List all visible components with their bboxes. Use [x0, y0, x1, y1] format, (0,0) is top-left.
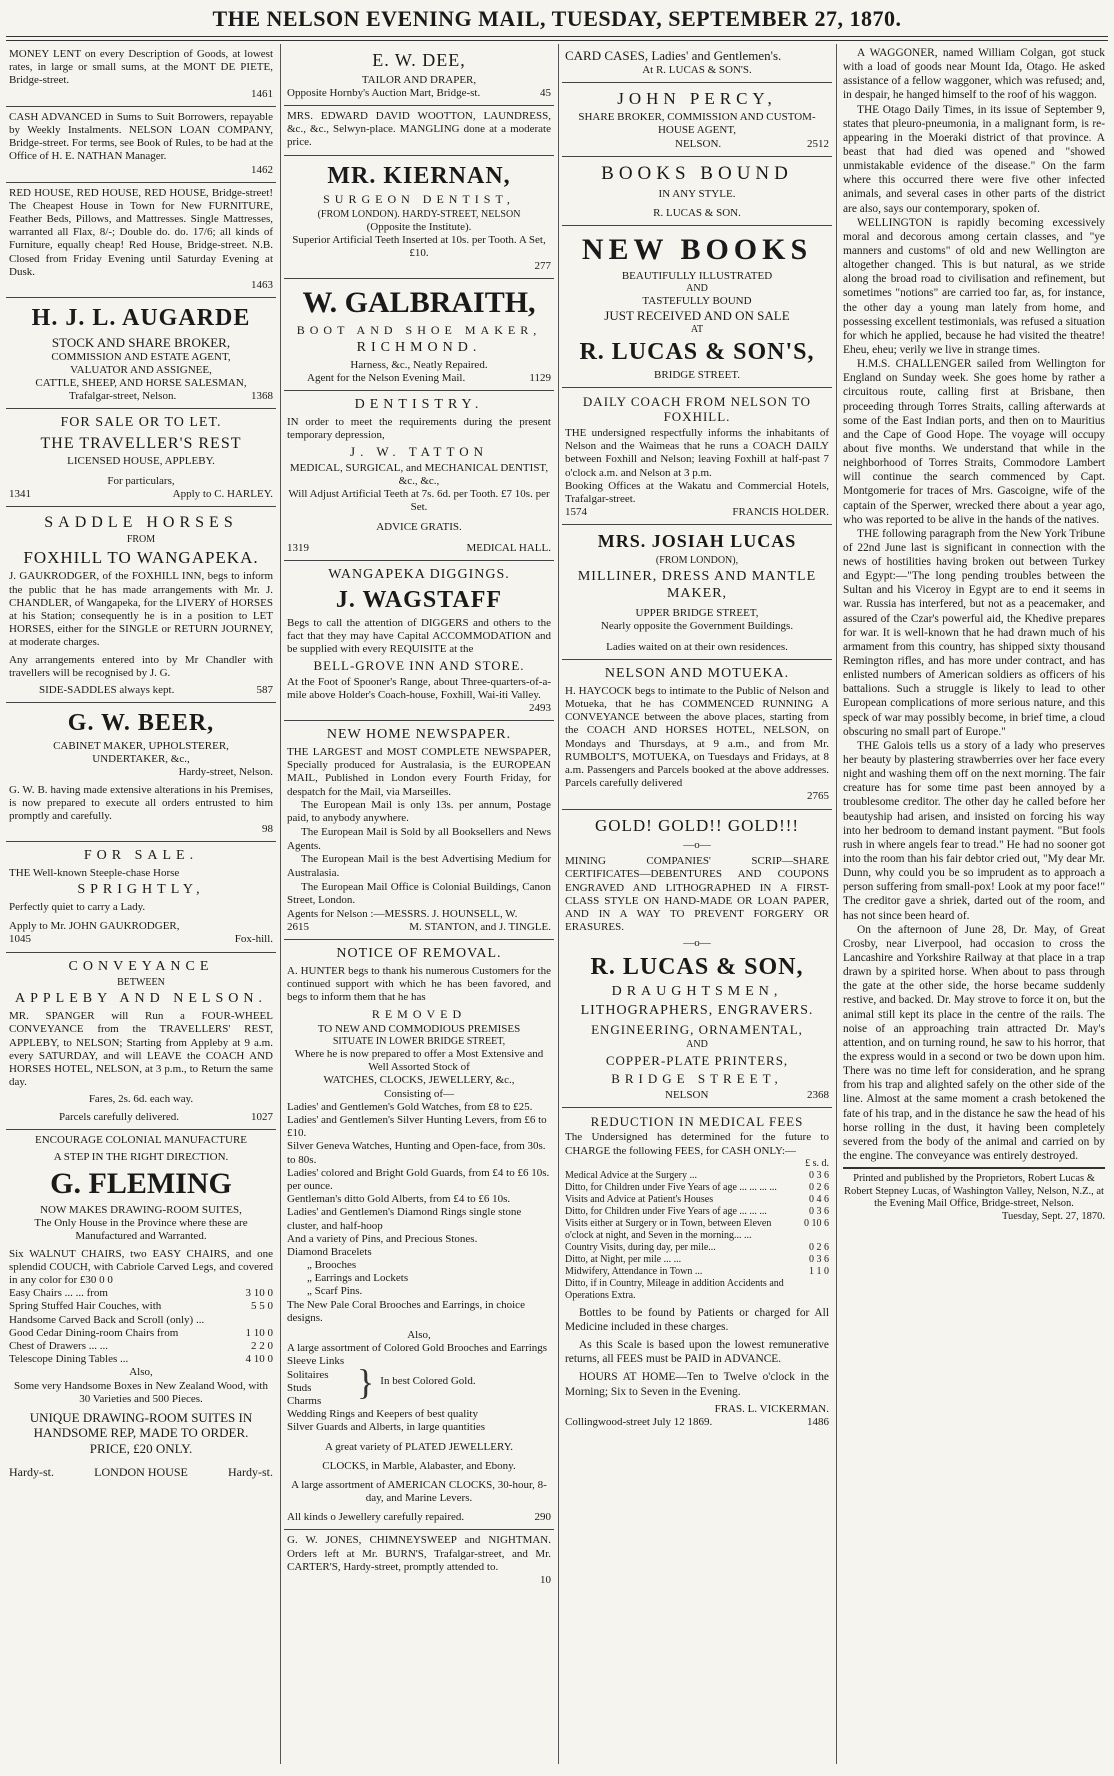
ad-line: For particulars,	[107, 474, 175, 487]
ad-line: Some very Handsome Boxes in New Zealand Wood, with 30 Varieties and 500 Pieces.	[13, 1379, 268, 1405]
stock-item: Ladies' and Gentlemen's Gold Watches, from £8 to £25.	[287, 1100, 533, 1113]
fee-value: 0 2 6	[809, 1241, 829, 1253]
ad-number: 290	[534, 1511, 551, 1524]
stock-item: Diamond Bracelets	[287, 1245, 372, 1258]
masthead: THE NELSON EVENING MAIL, TUESDAY, SEPTEMBER 27, 1870.	[212, 6, 902, 31]
ad-line: FRANCIS HOLDER.	[732, 506, 829, 519]
ad-line: Where he is now prepared to offer a Most Extensive and Well Assorted Stock of	[294, 1048, 544, 1074]
ad-line: Superior Artificial Teeth Inserted at 10s. per Tooth. A Set, £10.	[292, 233, 546, 260]
ad-text: As this Scale is based upon the lowest remunerative returns, all FEES must be PAID in ADVANCE.	[565, 1339, 829, 1366]
ad-number: 2512	[807, 137, 829, 150]
price-item: Spring Stuffed Hair Couches, with Handsome Carved Back and Scroll (only) ...	[9, 1300, 205, 1326]
fee-column-header: £ s. d.	[805, 1157, 829, 1169]
stock-item: Solitaires	[287, 1368, 329, 1381]
stock-item: The New Pale Coral Brooches and Earrings, in choice designs.	[287, 1298, 525, 1324]
ad-line: FROM	[126, 534, 156, 546]
ad-title: MR. KIERNAN,	[327, 162, 511, 189]
news-paragraph: THE following paragraph from the New York Tribune of 22nd June last is significant in connection with the news of hostilities having broken out between Turkey and Egypt:—"The long pending troubles between the Sultan and his Viceroy in Egypt are to end it seems in war. Russia has interfered, but not as a peacemaker, and assured of the Czar's powerful aid, the Khedive prepares for war. It is well-known that he had drawn much of his armament from this country, has shipped sixty thousand Remington rifles, and has more under contract, and has enlisted numbers of American soldiers as officers of his battalions. Such a struggle is likely to lead to other European complications of more serious nature, and this speck of war may possibly become, in brief time, a cloud obscuring no small part of Europe."	[843, 527, 1105, 738]
ad-text: Bottles to be found by Patients or charged for All Medicine included in these charges.	[565, 1306, 829, 1333]
fee-value: 0 4 6	[809, 1193, 829, 1205]
ad-line: BOOT AND SHOE MAKER,	[296, 323, 542, 338]
ad-line: A large assortment of Colored Gold Brooches and Earrings	[287, 1342, 548, 1355]
ad-text: MRS. EDWARD DAVID WOOTTON, LAUNDRESS, &c., &c., Selwyn-place. MANGLING done at a moderate price.	[287, 109, 551, 149]
ad-title: JOHN PERCY,	[617, 88, 777, 108]
price-value: 5 5 0	[251, 1300, 273, 1313]
ad-text: IN order to meet the requirements during the present temporary depression,	[287, 415, 551, 442]
ad-text: G. W. JONES, CHIMNEYSWEEP and NIGHTMAN. Orders left at Mr. BURN'S, Trafalgar-street, and Mr. CARTER'S, Hardy-street, promptly attended to.	[287, 1534, 551, 1573]
fee-value: 0 3 6	[809, 1205, 829, 1217]
ad-title: NOTICE OF REMOVAL.	[336, 946, 502, 962]
ad-saddle-horses	[6, 507, 276, 703]
ad-text: THE Well-known Steeple-chase Horse	[9, 867, 180, 880]
ad-line: BEAUTIFULLY ILLUSTRATED	[621, 269, 773, 282]
ad-line: BETWEEN	[117, 977, 165, 989]
ad-line: MILLINER, DRESS AND MANTLE MAKER,	[577, 568, 817, 601]
fee-item: Medical Advice at the Surgery ...	[565, 1169, 698, 1181]
ad-text: CASH ADVANCED in Sums to Suit Borrowers, repayable by Weekly Instalments. NELSON LOAN COMPANY, Bridge-street. For terms, see Book of Rules, to be had at the Office of H. E. NATHAN Manager.	[9, 110, 273, 163]
ad-line: SPRIGHTLY,	[77, 882, 205, 898]
ad-line: Apply to C. HARLEY.	[172, 487, 273, 500]
ad-number: 277	[534, 260, 551, 273]
ad-line: SURGEON DENTIST,	[323, 192, 515, 207]
fee-item: Ditto, for Children under Five Years of age ... ... ...	[565, 1205, 767, 1217]
ad-books-bound	[562, 157, 832, 226]
ad-text: At the Foot of Spooner's Range, about Three-quarters-of-a-mile above Holder's Coach-house, Foxhill, Wai-iti Valley.	[287, 675, 551, 701]
ad-line: R. LUCAS & SON.	[653, 206, 741, 219]
ad-title: SADDLE HORSES	[44, 513, 238, 531]
ad-number: 1461	[251, 87, 273, 100]
fee-item: Visits and Advice at Patient's Houses	[565, 1193, 714, 1205]
ad-text: MR. SPANGER will Run a FOUR-WHEEL CONVEYANCE from the TRAVELLERS' REST, APPLEBY, to NELSON; Starting from Appleby at 9 a.m. every SATURDAY, and will LEAVE the COACH AND HORSES HOTEL, NELSON, at 3 p.m., to Return the same day.	[9, 1010, 273, 1089]
ad-line: A large assortment of AMERICAN CLOCKS, 30-hour, 8-day, and Marine Levers.	[291, 1478, 547, 1505]
ad-title: REDUCTION IN MEDICAL FEES	[590, 1113, 804, 1129]
ad-line: NELSON.	[675, 137, 722, 150]
ad-number: 1129	[529, 371, 551, 384]
ad-text: Any arrangements entered into by Mr Chandler with travellers will be recognised by J. G.	[9, 653, 273, 679]
ad-divider: —o—	[683, 937, 711, 950]
ad-number: 2368	[807, 1088, 829, 1101]
ad-number: 1486	[807, 1415, 829, 1428]
fee-value: 0 2 6	[809, 1181, 829, 1193]
column-divider	[280, 44, 281, 1764]
stock-item: „ Earrings and Lockets	[307, 1272, 409, 1285]
fee-value: 1 1 0	[809, 1265, 829, 1277]
ad-title: G. W. BEER,	[67, 710, 215, 737]
ad-line: All kinds o Jewellery carefully repaired.	[287, 1511, 465, 1524]
ad-text: Booking Offices at the Wakatu and Commercial Hotels, Trafalgar-street.	[565, 479, 829, 505]
fee-item: Ditto, if in Country, Mileage in addition Accidents and Operations Extra.	[565, 1277, 784, 1301]
ad-line: WATCHES, CLOCKS, JEWELLERY, &c.,	[323, 1074, 515, 1087]
ad-line: DRAUGHTSMEN,	[611, 984, 783, 1000]
ad-line: REMOVED	[371, 1006, 467, 1021]
ad-line: Trafalgar-street, Nelson.	[69, 390, 177, 403]
price-item: Good Cedar Dining-room Chairs from	[9, 1326, 179, 1339]
ad-line: ENCOURAGE COLONIAL MANUFACTURE	[34, 1133, 248, 1146]
ad-title: NEW HOME NEWSPAPER.	[326, 727, 512, 743]
ad-text: The European Mail Office is Colonial Buildings, Canon Street, London.	[287, 880, 551, 907]
ad-title: NELSON AND MOTUEKA.	[604, 666, 790, 682]
ad-for-sale-or-let	[6, 409, 276, 507]
price-value: 3 10 0	[245, 1287, 273, 1300]
ad-line: UNDERTAKER, &c.,	[92, 753, 190, 766]
ad-title: NEW BOOKS	[581, 232, 813, 266]
ad-number: 2493	[529, 702, 551, 715]
ad-dentistry	[284, 391, 554, 561]
ad-line: MEDICAL, SURGICAL, and MECHANICAL DENTIST, &c., &c.,	[289, 461, 549, 487]
news-paragraph: THE Otago Daily Times, in its issue of September 9, states that pleuro-pneumonia, in a malignant form, is re-appearing in the Moeraki district of that province. A beast that had died was opened and "showed unmistakable evidence of the disease." On the farm where this occurred there were five other infected animals, and several cases in other parts of the district are also, says our contemporary, spoken of.	[843, 103, 1105, 215]
ad-line: Hardy-street, Nelson.	[178, 766, 273, 779]
ad-line: AND	[686, 1039, 708, 1051]
ad-title: E. W. DEE,	[372, 50, 466, 70]
ad-text: The European Mail is the best Advertising Medium for Australasia.	[287, 853, 551, 879]
ad-line: CABINET MAKER, UPHOLSTERER,	[53, 739, 229, 752]
ad-line: ADVICE GRATIS.	[376, 520, 462, 533]
ad-number: 1462	[251, 163, 273, 176]
ad-title: CARD CASES, Ladies' and Gentlemen's.	[565, 48, 782, 63]
ad-line: THE TRAVELLER'S REST	[40, 435, 242, 453]
ad-line: TAILOR AND DRAPER,	[361, 73, 477, 86]
ad-line: At R. LUCAS & SON'S.	[642, 63, 752, 76]
ad-title: MRS. JOSIAH LUCAS	[597, 531, 797, 552]
stock-item: Silver Guards and Alberts, in large quantities	[287, 1421, 486, 1434]
ad-line: ENGINEERING, ORNAMENTAL,	[591, 1021, 803, 1037]
news-paragraph: WELLINGTON is rapidly becoming excessively moral and decorous among certain classes, and "ye manners and customs" of old and new Wellington are altogether changed. This is but natural, as we stride along the broad road to civilisation and refinement, but sometimes "notions" are carried too far, as, for instance, the other day a young man lately from home, and possessing excellent testimonials, was refused a situation for which he applied, because he had visited the theatre! Eheu, eheu; verily we live in strange times.	[843, 216, 1105, 356]
ad-line: Collingwood-street July 12 1869.	[565, 1415, 713, 1428]
ad-line: FRAS. L. VICKERMAN.	[714, 1402, 829, 1415]
ad-line: J. W. TATTON	[350, 444, 488, 460]
price-item: Easy Chairs ... ... from	[9, 1287, 108, 1300]
stock-item: Wedding Rings and Keepers of best quality	[287, 1408, 478, 1421]
ad-text: MINING COMPANIES' SCRIP—SHARE CERTIFICATES—DEBENTURES AND COUPONS ENGRAVED AND LITHOGRAPHED IN A FIRST-CLASS STYLE ON HAND-MADE OR LOAN PAPER, AND IN A WAY TO PREVENT FORGERY OR ERASURES.	[565, 855, 829, 934]
ad-wootton	[284, 106, 554, 156]
ad-title: DAILY COACH FROM NELSON TO FOXHILL.	[582, 393, 812, 425]
ad-line: Opposite Hornby's Auction Mart, Bridge-st.	[287, 86, 481, 99]
price-value: 4 10 0	[245, 1353, 273, 1366]
ad-title: W. GALBRAITH,	[302, 286, 536, 320]
stock-item: In best Colored Gold.	[380, 1375, 476, 1388]
ad-line: Fox-hill.	[234, 933, 273, 946]
stock-item: Silver Geneva Watches, Hunting and Open-face, from 30s. to 80s.	[287, 1140, 546, 1166]
ad-line: RICHMOND.	[356, 339, 482, 355]
ad-line: AND	[686, 283, 708, 295]
ad-line: AT	[690, 323, 704, 335]
price-item: Chest of Drawers ... ...	[9, 1339, 108, 1352]
ad-text: HOURS AT HOME—Ten to Twelve o'clock in the Morning; Six to Seven in the Evening.	[565, 1371, 829, 1398]
column-divider	[836, 44, 837, 1764]
ad-for-sale-horse	[6, 842, 276, 952]
ad-line: Consisting of—	[384, 1087, 454, 1100]
ad-red-house	[6, 183, 276, 299]
ad-line: UPPER BRIDGE STREET,	[635, 606, 759, 619]
ad-line: NELSON	[665, 1088, 709, 1101]
price-item: Telescope Dining Tables ...	[9, 1353, 129, 1366]
ad-line: R. LUCAS & SON,	[590, 954, 804, 981]
ad-line: The Only House in the Province where these are Manufactured and Warranted.	[34, 1217, 248, 1243]
ad-number: 98	[262, 823, 273, 836]
fee-item: Visits either at Surgery or in Town, between Eleven o'clock at night, and Seven in the morning... ...	[565, 1217, 772, 1241]
ad-line: Will Adjust Artificial Teeth at 7s. 6d. per Tooth. £7 10s. per Set.	[288, 488, 550, 514]
ad-line: APPLEBY AND NELSON.	[15, 991, 267, 1007]
ad-line: LITHOGRAPHERS, ENGRAVERS.	[580, 1003, 814, 1019]
ad-line: (Opposite the Institute).	[366, 220, 472, 233]
price-value: 1 10 0	[245, 1326, 273, 1339]
fee-value: 0 10 6	[804, 1217, 829, 1229]
ad-dee	[284, 44, 554, 106]
fee-item: Country Visits, during day, per mile...	[565, 1241, 716, 1253]
ad-text: G. W. B. having made extensive alterations in his Premises, is now prepared to execute all orders entrusted to him promptly and carefully.	[9, 783, 273, 822]
fee-item: Midwifery, Attendance in Town ...	[565, 1265, 703, 1277]
ad-line: FOXHILL TO WANGAPEKA.	[23, 548, 259, 568]
ad-cash-advanced	[6, 107, 276, 183]
ad-line: NOW MAKES DRAWING-ROOM SUITES,	[40, 1204, 242, 1217]
ad-line: PRICE, £20 ONLY.	[89, 1441, 193, 1457]
ad-number: 1463	[251, 279, 273, 291]
column-3	[562, 44, 832, 1764]
ad-number: 2765	[807, 790, 829, 803]
ad-mrs-lucas	[562, 525, 832, 660]
ad-line: IN ANY STYLE.	[658, 187, 736, 200]
fee-item: Ditto, for Children under Five Years of age ... ... ... ...	[565, 1181, 777, 1193]
imprint-date: Tuesday, Sept. 27, 1870.	[1001, 1210, 1105, 1222]
ad-title: FOR SALE OR TO LET.	[60, 415, 222, 431]
ad-text: The Undersigned has determined for the future to CHARGE the following FEES, for CASH ONLY:—	[565, 1131, 829, 1157]
ad-money-lent	[6, 44, 276, 107]
ad-line: STOCK AND SHARE BROKER,	[51, 334, 231, 350]
ad-text: THE LARGEST and MOST COMPLETE NEWSPAPER, Specially produced for Australasia, is the EUROPEAN MAIL, Published in London every Fourth Friday, for despatch for the Mail, via Marseilles.	[287, 746, 551, 798]
ad-line: Ladies waited on at their own residences.	[606, 640, 788, 653]
column-2	[284, 44, 554, 1764]
ad-line: A great variety of PLATED JEWELLERY.	[325, 1440, 513, 1453]
ad-text: The European Mail is Sold by all Booksellers and News Agents.	[287, 826, 551, 852]
ad-wangapeka	[284, 561, 554, 721]
ad-number: 1574	[565, 506, 587, 519]
stock-item: Sleeve Links	[287, 1355, 345, 1368]
ad-medical-fees	[562, 1108, 832, 1434]
ad-line: LICENSED HOUSE, APPLEBY.	[67, 455, 215, 468]
ad-kiernan	[284, 156, 554, 280]
news-paragraph: H.M.S. CHALLENGER sailed from Wellington for England on Sunday week. She goes home by rather a circuitous route, calling first at Brisbane, then proceeding through Torres Straits, calling afterwards at some of the East Indian ports, and then on to Mauritius and the Cape of Good Hope. The voyage will occupy about five months. We understand that while in the neighborhood of Torres Straits, Commodore Lambert will continue the search commenced by Capt. Montgomerie for traces of Mrs. Gascoigne, wife of the captain of the Sperwer, wrecked there about a year ago, who was reported to be alive in the hands of the natives.	[843, 358, 1105, 526]
ad-number: 587	[256, 683, 273, 696]
ad-title: H. J. L. AUGARDE	[31, 305, 251, 332]
ad-line: TO NEW AND COMMODIOUS PREMISES	[317, 1022, 521, 1035]
ad-title: CONVEYANCE	[68, 958, 214, 974]
ad-line: BELL-GROVE INN AND STORE.	[313, 658, 525, 674]
ad-line: A STEP IN THE RIGHT DIRECTION.	[53, 1150, 229, 1163]
ad-text: M. STANTON, and J. TINGLE.	[409, 920, 551, 933]
ad-line: Harness, &c., Neatly Repaired.	[350, 358, 488, 371]
ad-divider: —o—	[683, 838, 711, 851]
ad-line: Hardy-st.	[227, 1464, 273, 1479]
stock-item: Charms	[287, 1394, 322, 1407]
ad-number: 1341	[9, 487, 31, 500]
ad-line: LONDON HOUSE	[94, 1464, 188, 1479]
ad-newspaper	[284, 721, 554, 940]
ad-text: H. HAYCOCK begs to intimate to the Public of Nelson and Motueka, that he has COMMENCED RUNNING A CONVEYANCE between the above places, starting from the COACH AND HORSES HOTEL, NELSON, on Mondays and Thursdays, at 9 a.m., and from Mr. RUMBOLT'S, MOTUEKA, on Tuesdays and Fridays, at 8 a.m. Passengers and Parcels booked at the above addresses. Parcels carefully delivered	[565, 684, 829, 790]
ad-text: Six WALNUT CHAIRS, two EASY CHAIRS, and one splendid COUCH, with Cabriole Carved Legs, and covered in any color for £30 0 0	[9, 1247, 273, 1286]
ad-line: SITUATE IN LOWER BRIDGE STREET,	[332, 1036, 506, 1048]
ad-line: R. LUCAS & SON'S,	[579, 338, 815, 365]
ad-augarde	[6, 298, 276, 409]
ad-beer	[6, 703, 276, 842]
fee-value: 0 3 6	[809, 1253, 829, 1265]
ad-fleming	[6, 1130, 276, 1484]
stock-item: Gentleman's ditto Gold Alberts, from £4 to £6 10s.	[287, 1193, 511, 1206]
ad-number: 10	[540, 1574, 551, 1587]
fee-value: 0 3 6	[809, 1169, 829, 1181]
fee-item: Ditto, at Night, per mile ... ...	[565, 1253, 682, 1265]
stock-item: Ladies' and Gentlemen's Diamond Rings single stone cluster, and half-hoop	[287, 1206, 522, 1232]
ad-text: Begs to call the attention of DIGGERS and others to the fact that they may have Capital ACCOMMODATION and be supplied with every REQUISITE at the	[287, 616, 551, 655]
ad-line: SHARE BROKER, COMMISSION AND CUSTOM-HOUSE AGENT,	[578, 111, 816, 137]
brace-glyph: }	[357, 1361, 375, 1402]
ad-line: CLOCKS, in Marble, Alabaster, and Ebony.	[322, 1459, 516, 1472]
ad-line: SIDE-SADDLES always kept.	[39, 683, 175, 696]
masthead-rule	[6, 36, 1108, 37]
ad-line: COMMISSION AND ESTATE AGENT,	[51, 350, 231, 363]
ad-line: BRIDGE STREET.	[654, 368, 740, 381]
stock-item: Ladies' and Gentlemen's Silver Hunting Levers, from £6 to £10.	[287, 1114, 547, 1140]
ad-line: (FROM LONDON),	[655, 554, 739, 566]
column-4	[840, 44, 1108, 1764]
ad-text: THE undersigned respectfully informs the inhabitants of Nelson and the Waimeas that he runs a COACH DAILY between Foxhill and Nelson; leaving Foxhill at half-past 7 o'clock a.m. and Nelson at 3 p.m.	[565, 427, 829, 479]
ad-line: TASTEFULLY BOUND	[642, 295, 752, 308]
stock-item: And a variety of Pins, and Precious Stones.	[287, 1232, 478, 1245]
ad-title: GOLD! GOLD!! GOLD!!!	[594, 815, 800, 835]
ad-number: 1027	[251, 1110, 273, 1123]
ad-number: 1045	[9, 933, 31, 946]
ad-line: Parcels carefully delivered.	[59, 1110, 180, 1123]
column-1	[6, 44, 276, 1764]
ad-text: A. HUNTER begs to thank his numerous Customers for the continued support with which he has been favored, and begs to inform them that he has	[287, 964, 551, 1004]
ad-line: JUST RECEIVED AND ON SALE	[604, 308, 790, 324]
ad-line: Perfectly quiet to carry a Lady.	[9, 901, 146, 914]
ad-line: COPPER-PLATE PRINTERS,	[605, 1053, 789, 1069]
ad-daily-coach	[562, 388, 832, 526]
ad-text: The European Mail is only 13s. per annum, Postage paid, to anybody anywhere.	[287, 798, 551, 825]
ad-line: CATTLE, SHEEP, AND HORSE SALESMAN,	[35, 376, 247, 389]
masthead-rule-2	[6, 40, 1108, 41]
ad-conveyance	[6, 953, 276, 1130]
ad-line: MEDICAL HALL.	[466, 541, 551, 554]
ad-line: J. WAGSTAFF	[335, 586, 503, 613]
ad-line: Also,	[407, 1329, 431, 1342]
ad-galbraith	[284, 279, 554, 391]
ad-line: VALUATOR AND ASSIGNEE,	[70, 363, 212, 376]
ad-text: MONEY LENT on every Description of Goods, at lowest rates, in large or small sums, at the MONT DE PIETE, Bridge-street.	[9, 48, 273, 87]
ad-number: 2615	[287, 920, 309, 933]
ad-line: Also,	[129, 1366, 153, 1379]
stock-item: Ladies' colored and Bright Gold Guards, from £4 to £6 10s. per ounce.	[287, 1166, 550, 1192]
ad-gold	[562, 810, 832, 1108]
news-section	[840, 44, 1108, 1225]
ad-line: Apply to Mr. JOHN GAUKRODGER,	[9, 920, 180, 933]
ad-line: BRIDGE STREET,	[611, 1071, 783, 1087]
imprint-text: Printed and published by the Proprietors, Robert Lucas & Robert Stepney Lucas, of Washington Valley, Nelson, N.Z., at the Evening Mail Office, Bridge-street, Nelson.	[844, 1173, 1104, 1210]
news-paragraph: THE Galois tells us a story of a lady who preserves her beauty by plastering strawberries over her face every night and washing them off on the next morning. The fair creature has for some time past been annoyed by a troublesome creditor. The other day he called before her beautyship had arisen, and insisted on forcing his way into her bedroom to demand instant payment. "But fools rush in where angels fear to tread." He had no sooner got into the room than his fair debtor cried out, "My dear Mr. Dunn, why could you be so imprudent as to approach a person suffering from small-pox! Look at my poor face!" The creditor gave a shriek, darted out of the room, and has not since been heard of.	[843, 739, 1105, 922]
ad-line: UNIQUE DRAWING-ROOM SUITES IN HANDSOME REP, MADE TO ORDER.	[29, 1409, 253, 1441]
ad-title: WANGAPEKA DIGGINGS.	[328, 566, 510, 582]
ad-line: (FROM LONDON). HARDY-STREET, NELSON	[317, 208, 521, 220]
ad-number: 1319	[287, 541, 309, 554]
ad-number: 45	[540, 86, 551, 99]
stock-item: „ Scarf Pins.	[307, 1285, 363, 1298]
ad-card-cases	[562, 44, 832, 83]
ad-new-books	[562, 226, 832, 388]
ad-jones	[284, 1530, 554, 1592]
ad-title: G. FLEMING	[50, 1167, 232, 1201]
ad-line: Fares, 2s. 6d. each way.	[88, 1093, 194, 1106]
ad-motueka	[562, 660, 832, 809]
ad-title: DENTISTRY.	[354, 397, 484, 413]
ad-removal	[284, 940, 554, 1530]
ad-title: FOR SALE.	[83, 848, 199, 864]
ad-percy	[562, 83, 832, 157]
column-divider	[558, 44, 559, 1764]
ad-text: Agents for Nelson :—MESSRS. J. HOUNSELL, W.	[287, 907, 518, 920]
ad-text: J. GAUKRODGER, of the FOXHILL INN, begs to inform the public that he has made arrangements with Mr. J. CHANDLER, of Wangapeka, for the LIVERY of HORSES at his Station; consequently he is in a position to LET HORSES, either for the SINGLE or RETURN JOURNEY, at moderate charges.	[9, 570, 273, 649]
ad-number: 1368	[251, 390, 273, 403]
stock-item: „ Brooches	[307, 1259, 357, 1272]
imprint	[843, 1167, 1105, 1223]
ad-title: BOOKS BOUND	[601, 162, 793, 184]
stock-item: Studs	[287, 1381, 312, 1394]
ad-line: Hardy-st.	[9, 1464, 54, 1479]
ad-line: Agent for the Nelson Evening Mail.	[307, 371, 466, 384]
ad-text: RED HOUSE, RED HOUSE, RED HOUSE, Bridge-street! The Cheapest House in Town for New FURNITURE, Feather Beds, Pillows, and Mattresses. Single Mattresses, warranted all Flax, 8/-; Double do. do. 17/6; all kinds of Furniture, equally cheap! Red House, Bridge-street. N.B. Closed from Friday Evening until Saturday Evening at Dusk.	[9, 186, 273, 278]
news-paragraph: A WAGGONER, named William Colgan, got stuck with a load of goods near Mount Ida, Otago. He asked assistance of a fellow waggoner, which was refused; and, in despair, he hanged himself to the roof of his waggon.	[843, 47, 1105, 102]
price-value: 2 2 0	[251, 1339, 273, 1352]
news-paragraph: On the afternoon of June 28, Dr. May, of Great Crosby, near Liverpool, had occasion to cross the Lancashire and Yorkshire Railway at that place in a trap drawn by a spirited horse. When about to pass through the gate at the other side, the horse became suddenly restive, and backed. Dr. May strove to force it on, but the animal still kept its place in the centre of the rails. The noise of an approaching train attracted Dr. May's attention, and on turning round, he saw to his horror, that the express would in a second or two be down upon him. There was no time left for consideration, and he sprang from his trap and alighted safely on the other side of the line. Almost at the same moment a crash betokened the fate of his trap, and in the distance he saw the head of his horse rolling in the dust, it having been completely severed from the body of the animal and carried on by the engine. The conveyance was entirely destroyed.	[843, 923, 1105, 1162]
ad-line: Nearly opposite the Government Buildings.	[600, 619, 794, 632]
